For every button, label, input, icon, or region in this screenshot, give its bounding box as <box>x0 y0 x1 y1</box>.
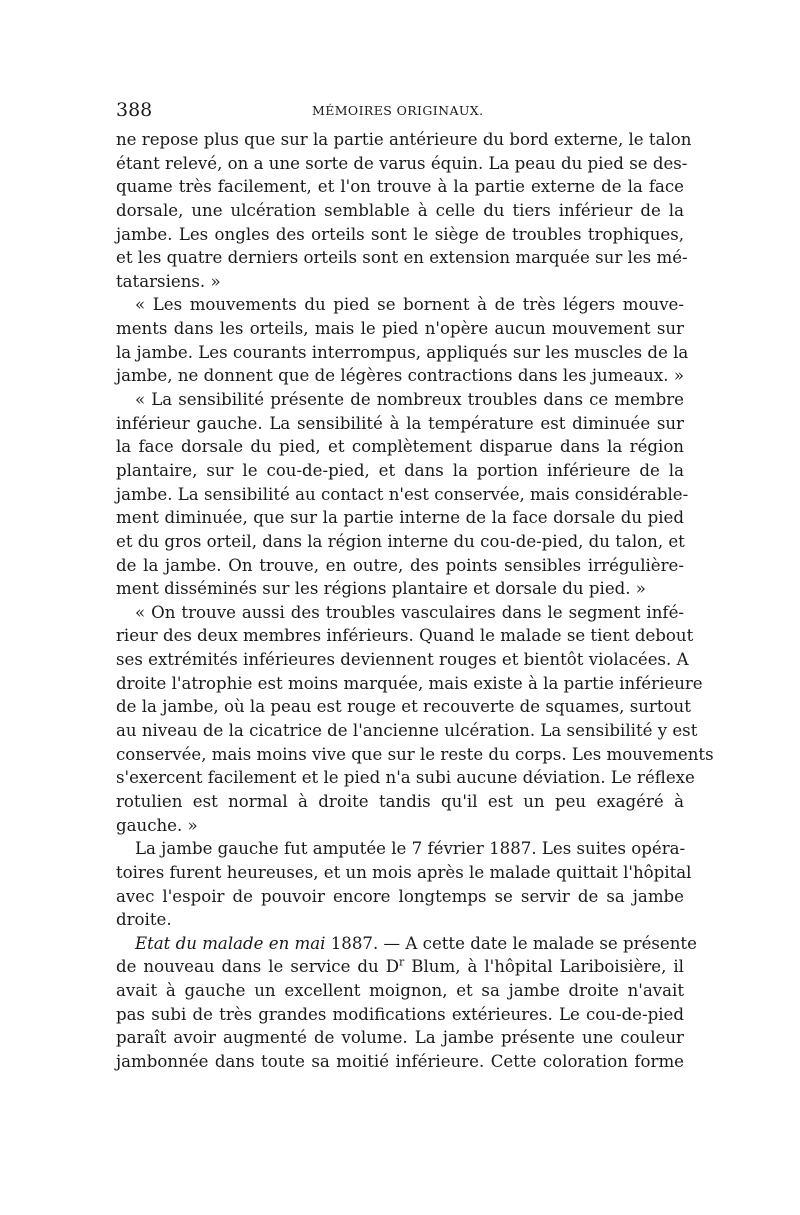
text-line: toires furent heureuses, et un mois après le malade quittait l'hôpital <box>116 862 692 882</box>
text-line: conservée, mais moins vive que sur le reste du corps. Les mouvements <box>116 744 714 764</box>
text-run: de nouveau dans le service du D <box>116 957 400 977</box>
text-line: la jambe. Les courants interrompus, appliqués sur les muscles de la <box>116 342 689 362</box>
superscript: r <box>399 955 405 969</box>
text-line: au niveau de la cicatrice de l'ancienne ulcération. La sensibilité y est <box>116 721 698 741</box>
text-run: 1887. — A cette date le malade se présente <box>325 933 697 953</box>
text-line: étant relevé, on a une sorte de varus équin. La peau du pied se des- <box>116 153 688 173</box>
text-line: avait à gauche un excellent moignon, et sa jambe droite n'avait <box>116 981 684 1001</box>
text-line: jambe. La sensibilité au contact n'est conservée, mais considérable- <box>116 484 689 504</box>
paragraph-first-line <box>116 932 697 956</box>
text-line: et les quatre derniers orteils sont en extension marquée sur les mé- <box>116 248 688 268</box>
text-line: plantaire, sur le cou-de-pied, et dans la portion inférieure de la <box>116 460 684 480</box>
text-line: ments dans les orteils, mais le pied n'opère aucun mouvement sur <box>116 319 684 339</box>
text-line: avec l'espoir de pouvoir encore longtemps se servir de sa jambe <box>116 886 684 906</box>
text-line: pas subi de très grandes modifications extérieures. Le cou-de-pied <box>116 1004 684 1024</box>
text-line: quame très facilement, et l'on trouve à la partie externe de la face <box>116 177 684 197</box>
text-line: de la jambe, où la peau est rouge et recouverte de squames, surtout <box>116 697 691 717</box>
text-line: ment diminuée, que sur la partie interne de la face dorsale du pied <box>116 508 684 528</box>
text-line: jambe, ne donnent que de légères contractions dans les jumeaux. » <box>116 366 684 386</box>
text-line: ment disséminés sur les régions plantaire et dorsale du pied. » <box>116 579 646 599</box>
text-line: rieur des deux membres inférieurs. Quand le malade se tient debout <box>116 626 694 646</box>
text-line: paraît avoir augmenté de volume. La jambe présente une couleur <box>116 1028 684 1048</box>
body-text <box>116 128 714 1074</box>
running-title: MÉMOIRES ORIGINAUX. <box>312 103 484 118</box>
paragraph-first-line: « Les mouvements du pied se bornent à de très légers mouve- <box>135 295 684 315</box>
italic-heading: Etat du malade en mai <box>135 933 326 953</box>
paragraph-first-line: La jambe gauche fut amputée le 7 février 1887. Les suites opéra- <box>135 839 686 859</box>
text-line: tatarsiens. » <box>116 271 221 291</box>
text-line: rotulien est normal à droite tandis qu'il est un peu exagéré à <box>116 791 684 811</box>
text-line: s'exercent facilement et le pied n'a subi aucune déviation. Le réflexe <box>116 768 695 788</box>
text-line: de la jambe. On trouve, en outre, des points sensibles irrégulière- <box>116 555 684 575</box>
text-line: et du gros orteil, dans la région interne du cou-de-pied, du talon, et <box>116 531 685 551</box>
text-line: ses extrémités inférieures deviennent rouges et bientôt violacées. A <box>116 650 689 670</box>
text-line: ne repose plus que sur la partie antérieure du bord externe, le talon <box>116 130 692 149</box>
text-line: dorsale, une ulcération semblable à celle du tiers inférieur de la <box>116 200 684 220</box>
page-header <box>116 98 684 122</box>
text-line: la face dorsale du pied, et complètement disparue dans la région <box>116 437 684 457</box>
page-number: 388 <box>116 99 153 121</box>
paragraph-first-line: « On trouve aussi des troubles vasculaires dans le segment infé- <box>135 602 684 622</box>
text-line: droite l'atrophie est moins marquée, mais existe à la partie inférieure <box>116 673 703 693</box>
text-line: gauche. » <box>116 815 198 835</box>
text-line: droite. <box>116 910 172 930</box>
paragraph-first-line: « La sensibilité présente de nombreux troubles dans ce membre <box>135 390 684 410</box>
text-line <box>116 955 684 979</box>
text-line: jambonnée dans toute sa moitié inférieure. Cette coloration forme <box>116 1051 684 1071</box>
text-line: inférieur gauche. La sensibilité à la température est diminuée sur <box>116 413 684 433</box>
text-line: jambe. Les ongles des orteils sont le siège de troubles trophiques, <box>116 224 684 244</box>
text-run: Blum, à l'hôpital Lariboisière, il <box>404 957 684 977</box>
